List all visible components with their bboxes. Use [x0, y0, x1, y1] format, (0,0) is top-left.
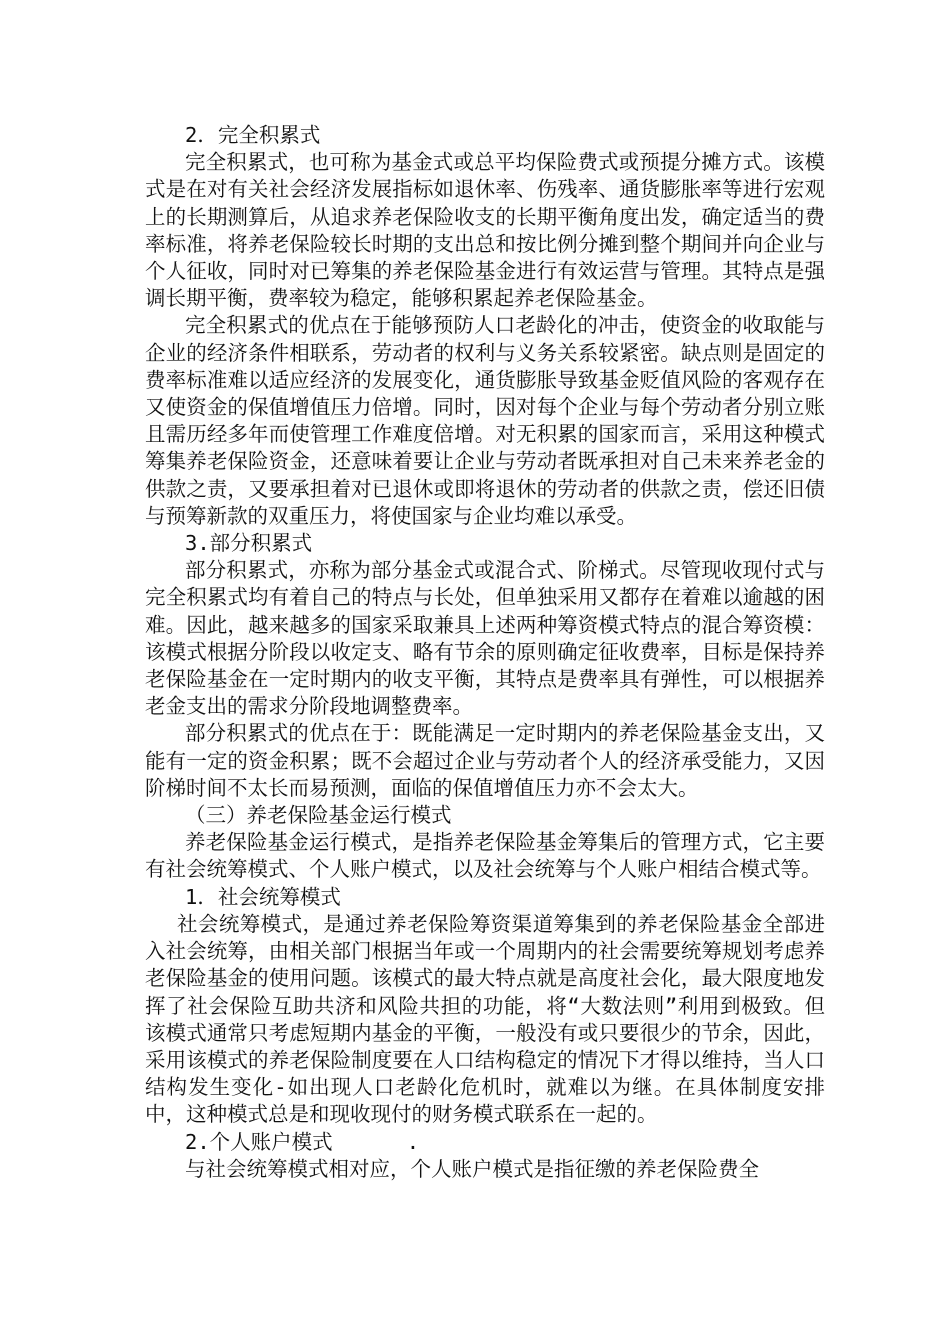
- paragraph-social-pooling: 社会统筹模式，是通过养老保险筹资渠道筹集到的养老保险基金全部进入社会统筹，由相关部门根据当年或一个周期内的社会需要统筹规划考虑养 老保险基金的使用问题。该模式的最大特点就是高度社会化，最大限度地发挥了社会保险互助共济和风险共担的功能，将“大数法则”利用到极致。但该模式通常只考虑短期内基金的平衡，一般没有或只要很少的节余，因此，采用该模式的养老保险制度要在人口结构稳定的情况下才得以维持，当人口结构发生变化-如出现人口老龄化危机时，就难以为继。在具体制度安排中，这种模式总是和现收现付的财务模式联系在一起的。: [145, 911, 825, 1127]
- section-heading-full-accumulation: 2．完全积累式: [185, 123, 321, 147]
- section-heading-individual-account: 2.个人账户模式 .: [185, 1129, 420, 1154]
- document-page: [145, 122, 825, 1183]
- section-heading-social-pooling: 1．社会统筹模式: [185, 884, 341, 909]
- paragraph-partial-accumulation-pros: 部分积累式的优点在于：既能满足一定时期内的养老保险基金支出，又能有一定的资金积累；既不会超过企业与劳动者个人的经济承受能力，又因阶梯时间不太长而易预测，面临的保值增值压力亦不会太大。: [145, 721, 825, 800]
- section-heading-fund-operation-modes: （三）养老保险基金运行模式: [185, 803, 452, 828]
- section-heading-partial-accumulation: 3.部分积累式: [185, 531, 313, 556]
- paragraph-full-accumulation-pros-cons: 完全积累式的优点在于能够预防人口老龄化的冲击，使资金的收取能与企业的经济条件相联系，劳动者的权利与义务关系较紧密。缺点则是固定的费率标准难以适应经济的发展变化，通货膨胀导致基金贬值风险的客观存在又使资金的保值增值压力倍增。同时，因对每个企业与每个劳动者分别立账且需历经多年而使管理工作难度倍增。对无积累的国家而言，采用这种模式筹集养老保险资金，还意味着要让企业与劳动者既承担对自己未来养老金的供款之责，又要承担着对已退休或即将退休的劳动者的供款之责，偿还旧债 与预筹新款的双重压力，将使国家与企业均难以承受。: [145, 313, 825, 528]
- paragraph-full-accumulation-definition: 完全积累式，也可称为基金式或总平均保险费式或预提分摊方式。该模式是在对有关社会经济发展指标如退休率、伤残率、通货膨胀率等进行宏观上的长期测算后，从追求养老保险收支的长期平衡角度出发，确定适当的费率标准，将养老保险较长时期的支出总和按比例分摊到整个期间并向企业与个人征收，同时对已筹集的养老保险基金进行有效运营与管理。其特点是强调长期平衡，费率较为稳定，能够积累起养老保险基金。: [145, 150, 825, 311]
- paragraph-fund-operation-modes: 养老保险基金运行模式，是指养老保险基金筹集后的管理方式，它主要有社会统筹模式、个人账户模式，以及社会统筹与个人账户相结合模式等。: [145, 830, 825, 882]
- paragraph-individual-account: 与社会统筹模式相对应，个人账户模式是指征缴的养老保险费全: [185, 1156, 759, 1181]
- paragraph-partial-accumulation-definition: 部分积累式，亦称为部分基金式或混合式、阶梯式。尽管现收现付式与完全积累式均有着自己的特点与长处，但单独采用又都存在着难以逾越的困难。因此，越来越多的国家采取兼具上述两种筹资模式特点的混合筹资模：该模式根据分阶段以收定支、略有节余的原则确定征收费率，目标是保持养老保险基金在一定时期内的收支平衡，其特点是费率具有弹性，可以根据养老金支出的需求分阶段地调整费率。: [145, 558, 825, 719]
